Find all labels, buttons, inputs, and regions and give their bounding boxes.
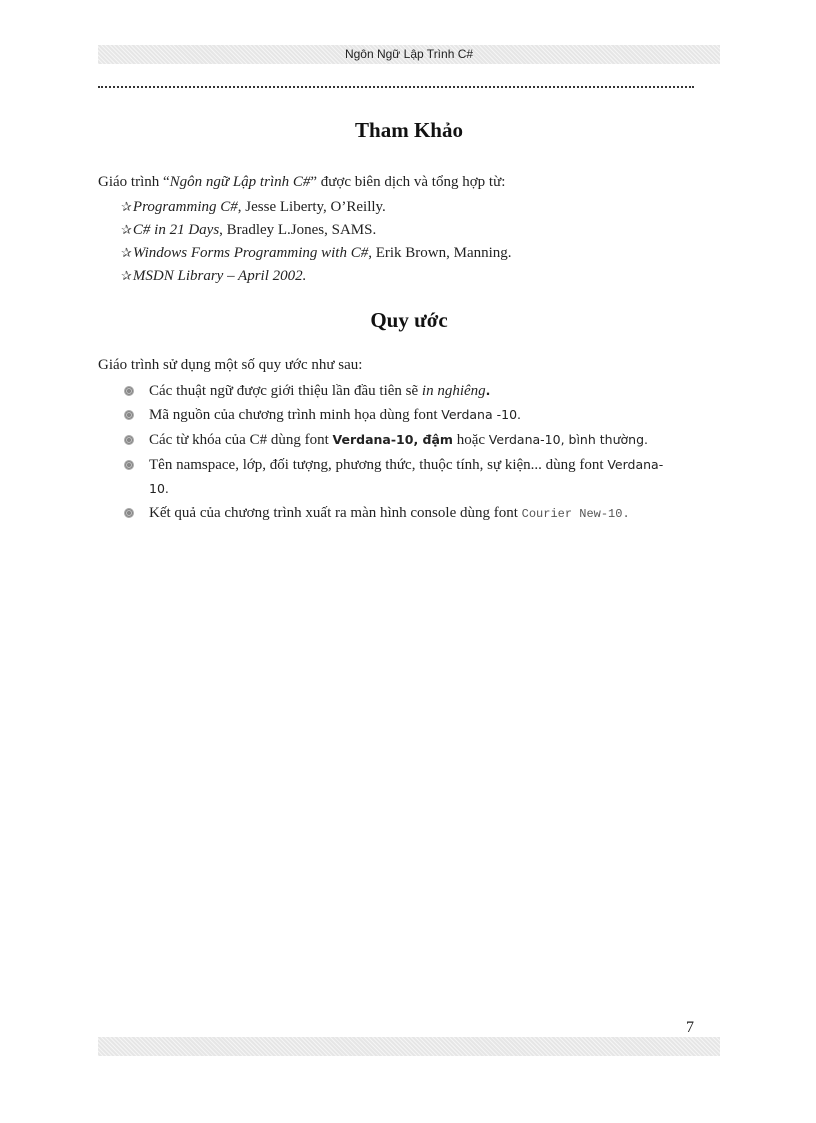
header-band (98, 45, 720, 64)
reference-item: ✰Windows Forms Programming with C#, Erik Brown, Manning. (121, 245, 512, 261)
star-icon: ✰ (121, 222, 132, 237)
page-number: 7 (686, 1019, 694, 1036)
convention-item-text: Các thuật ngữ được giới thiệu lần đầu tiên sẽ in nghiêng. (149, 383, 491, 399)
convention-item-text: Tên namspace, lớp, đối tượng, phương thức, thuộc tính, sự kiện... dùng font Verdana- (149, 457, 664, 473)
convention-item (124, 407, 146, 424)
conventions-title: Quy ước (370, 308, 448, 332)
flower-bullet-icon (124, 435, 134, 445)
flower-bullet-icon (124, 508, 134, 518)
star-icon: ✰ (121, 245, 132, 260)
reference-item: ✰MSDN Library – April 2002. (121, 268, 307, 284)
convention-item (124, 432, 146, 449)
footer-band (98, 1037, 720, 1056)
header-divider (98, 86, 694, 88)
header-title: Ngôn Ngữ Lập Trình C# (344, 47, 474, 61)
convention-item (124, 505, 146, 522)
convention-item-text-continued: 10. (149, 481, 169, 496)
star-icon: ✰ (121, 268, 132, 283)
convention-item-text: Mã nguồn của chương trình minh họa dùng font Verdana -10. (149, 407, 522, 423)
flower-bullet-icon (124, 386, 134, 396)
convention-item-text: Các từ khóa của C# dùng font Verdana-10, đậm hoặc Verdana-10, bình thường. (149, 432, 648, 448)
reference-item: ✰C# in 21 Days, Bradley L.Jones, SAMS. (121, 222, 377, 238)
convention-item-text: Kết quả của chương trình xuất ra màn hình console dùng font Courier New-10. (149, 505, 630, 521)
convention-item (124, 457, 146, 474)
flower-bullet-icon (124, 410, 134, 420)
references-title: Tham Khảo (355, 118, 463, 142)
convention-item (124, 383, 146, 400)
reference-item: ✰Programming C#, Jesse Liberty, O’Reilly. (121, 199, 386, 215)
conventions-intro: Giáo trình sử dụng một số quy ước như sau: (98, 357, 363, 373)
flower-bullet-icon (124, 460, 134, 470)
references-intro: Giáo trình “Ngôn ngữ Lập trình C#” được biên dịch và tổng hợp từ: (98, 174, 506, 190)
star-icon: ✰ (121, 199, 132, 214)
